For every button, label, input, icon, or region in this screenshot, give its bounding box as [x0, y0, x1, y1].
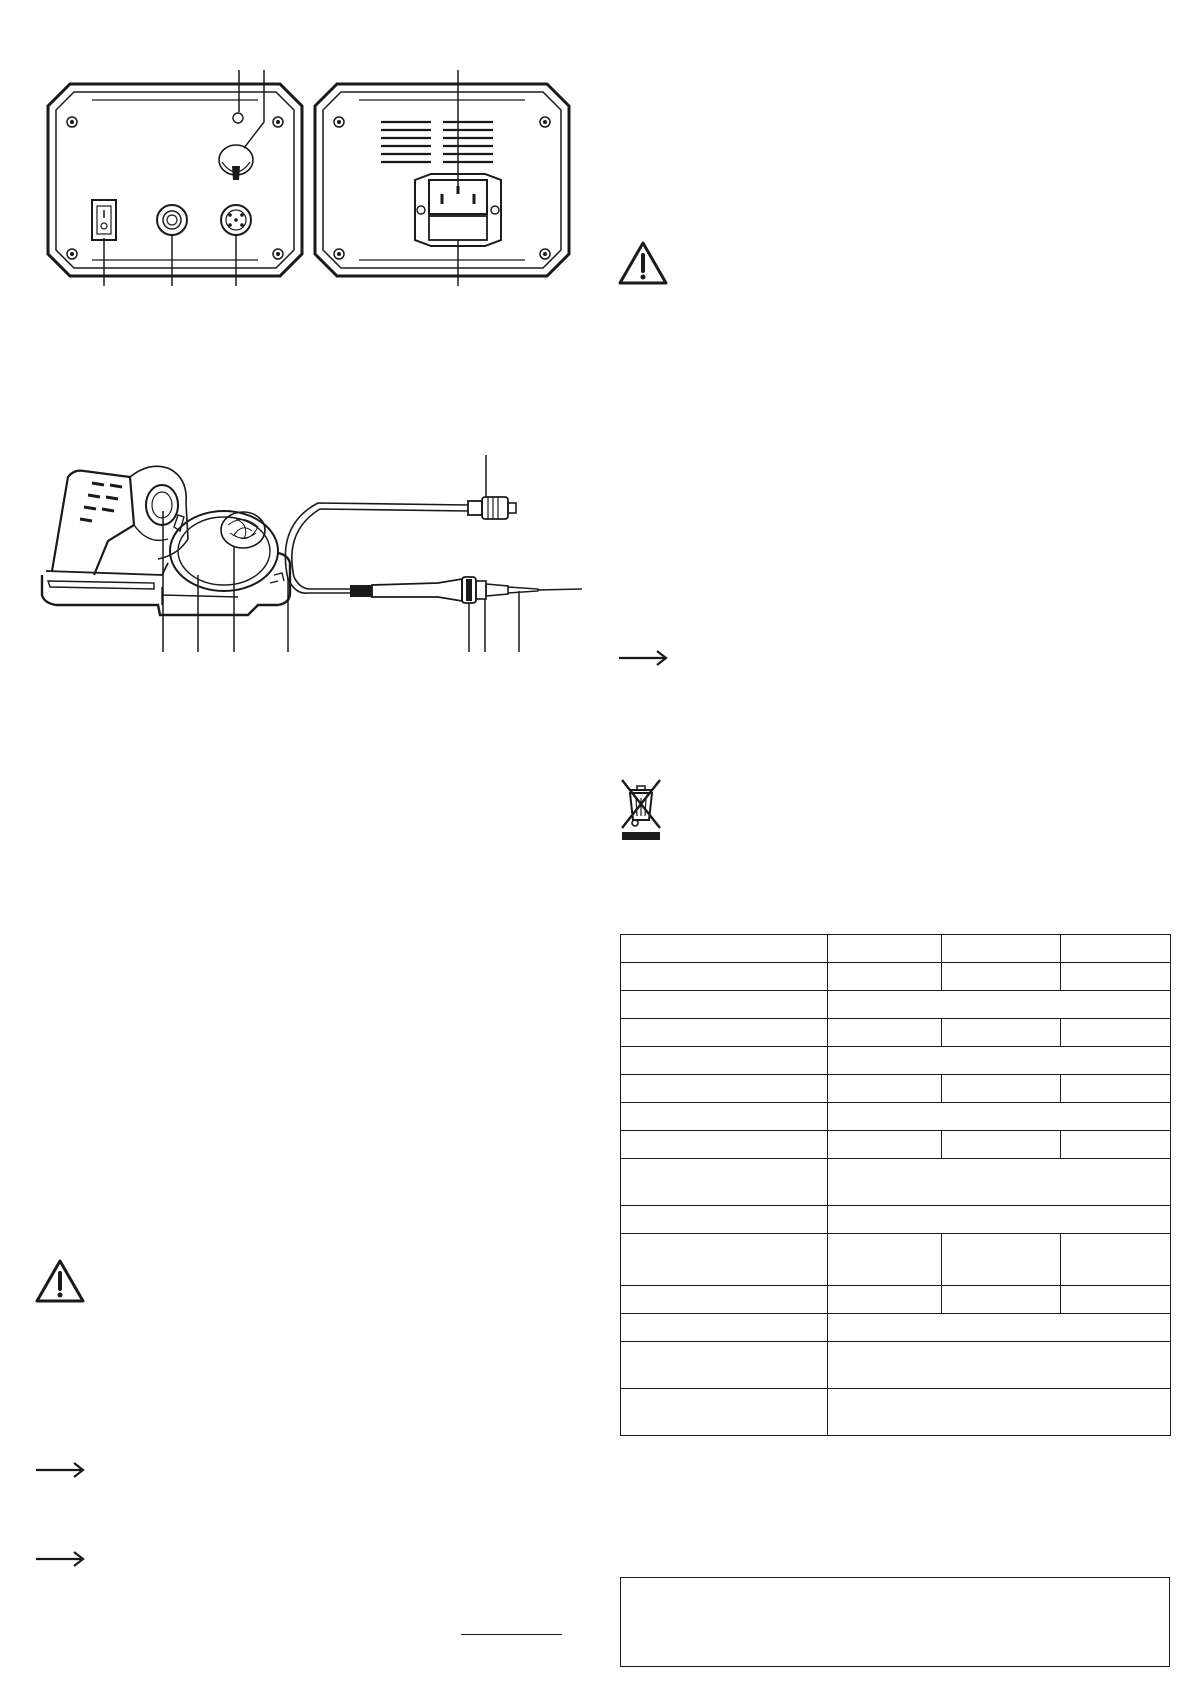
- table-cell: [828, 1389, 1171, 1436]
- table-cell: [621, 1342, 828, 1389]
- table-cell: [621, 1019, 828, 1047]
- table-cell: [942, 963, 1061, 991]
- figure-station-and-iron: [38, 455, 588, 655]
- table-cell: [828, 1234, 942, 1286]
- vent-slots-icon: [381, 122, 493, 162]
- soldering-iron-icon: [350, 577, 582, 603]
- table-row: [621, 1019, 1171, 1047]
- iron-connector-socket-icon: [221, 205, 251, 235]
- screw-icon: [540, 117, 550, 127]
- table-cell: [828, 1159, 1171, 1206]
- arrow-right-icon: [617, 648, 669, 668]
- table-cell: [1061, 1286, 1171, 1314]
- table-cell: [942, 935, 1061, 963]
- table-row: [621, 1286, 1171, 1314]
- table-cell: [1061, 935, 1171, 963]
- table-cell: [828, 1314, 1171, 1342]
- table-cell: [942, 1286, 1061, 1314]
- temperature-knob-icon: [219, 145, 253, 180]
- table-row: [621, 1342, 1171, 1389]
- table-cell: [1061, 1075, 1171, 1103]
- table-cell: [828, 1342, 1171, 1389]
- table-cell: [942, 1131, 1061, 1159]
- callout-line: [244, 70, 264, 148]
- table-cell: [621, 963, 828, 991]
- warning-icon: [34, 1258, 86, 1304]
- soldering-stand-icon: [42, 466, 290, 615]
- screw-icon: [334, 117, 344, 127]
- screw-icon: [273, 117, 283, 127]
- table-cell: [621, 1047, 828, 1075]
- weee-bin-icon: [618, 778, 664, 842]
- table-cell: [828, 991, 1171, 1019]
- table-row: [621, 991, 1171, 1019]
- divider: [461, 1634, 562, 1635]
- table-cell: [621, 1286, 828, 1314]
- table-cell: [621, 1314, 828, 1342]
- table-row: [621, 935, 1171, 963]
- table-cell: [621, 991, 828, 1019]
- power-switch-icon: [92, 200, 116, 240]
- table-cell: [828, 1047, 1171, 1075]
- arrow-right-icon: [34, 1549, 86, 1569]
- table-cell: [621, 935, 828, 963]
- table-cell: [621, 1206, 828, 1234]
- screw-icon: [334, 249, 344, 259]
- table-cell: [621, 1234, 828, 1286]
- table-cell: [621, 1103, 828, 1131]
- table-cell: [942, 1234, 1061, 1286]
- table-cell: [828, 1075, 942, 1103]
- table-row: [621, 1103, 1171, 1131]
- table-row: [621, 1159, 1171, 1206]
- table-cell: [828, 935, 942, 963]
- table-row: [621, 1206, 1171, 1234]
- table-row: [621, 1131, 1171, 1159]
- screw-icon: [67, 117, 77, 127]
- led-indicator-icon: [233, 113, 243, 123]
- table-cell: [828, 1206, 1171, 1234]
- table-cell: [621, 1389, 828, 1436]
- table-cell: [1061, 1019, 1171, 1047]
- table-row: [621, 1234, 1171, 1286]
- screw-icon: [67, 249, 77, 259]
- table-row: [621, 1389, 1171, 1436]
- table-cell: [828, 1131, 942, 1159]
- table-row: [621, 1314, 1171, 1342]
- table-cell: [1061, 963, 1171, 991]
- table-cell: [942, 1019, 1061, 1047]
- fuse-holder-icon: [429, 216, 487, 240]
- jack-socket-icon: [157, 205, 187, 235]
- table-cell: [828, 1019, 942, 1047]
- table-cell: [828, 963, 942, 991]
- table-row: [621, 963, 1171, 991]
- arrow-right-icon: [34, 1460, 86, 1480]
- notice-box: [620, 1577, 1170, 1667]
- screw-icon: [540, 249, 550, 259]
- table-cell: [1061, 1234, 1171, 1286]
- figure-control-unit-front: [40, 70, 310, 290]
- screw-icon: [273, 249, 283, 259]
- table-row: [621, 1075, 1171, 1103]
- table-cell: [942, 1075, 1061, 1103]
- table-cell: [828, 1286, 942, 1314]
- table-cell: [1061, 1131, 1171, 1159]
- figure-control-unit-rear: [307, 70, 577, 290]
- table-cell: [621, 1159, 828, 1206]
- iron-plug-icon: [468, 497, 516, 519]
- table-cell: [621, 1131, 828, 1159]
- table-row: [621, 1047, 1171, 1075]
- table-cell: [828, 1103, 1171, 1131]
- table-cell: [621, 1075, 828, 1103]
- specs-table: [620, 934, 1171, 1436]
- warning-icon: [617, 240, 669, 286]
